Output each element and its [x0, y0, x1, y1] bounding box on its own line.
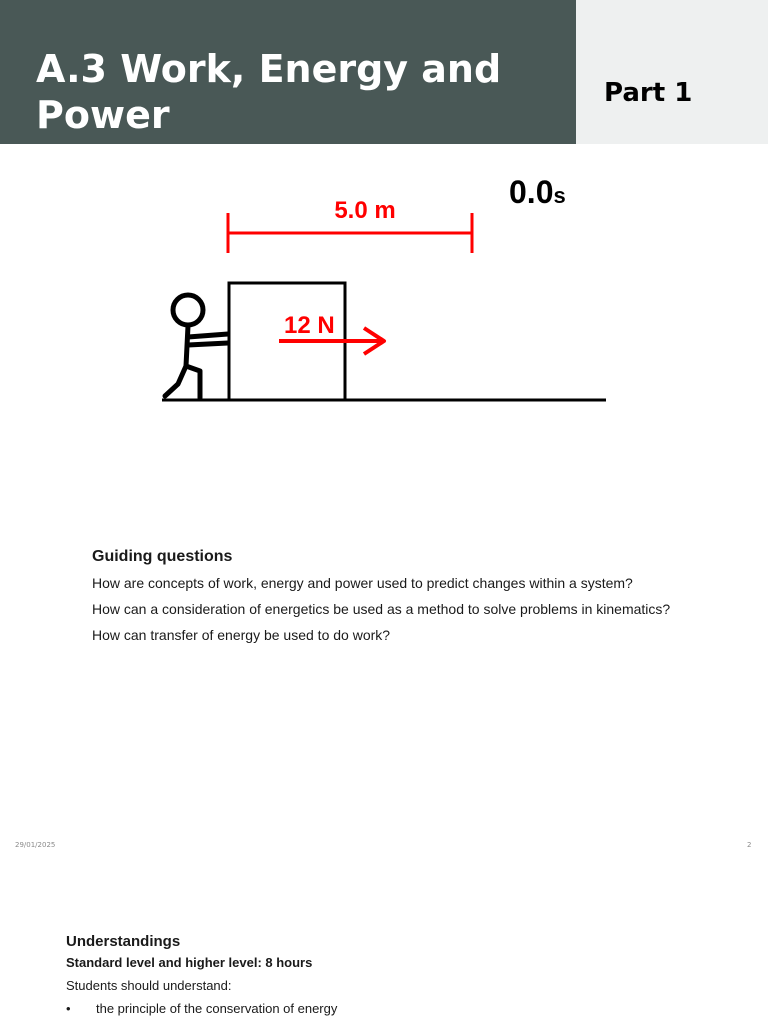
timer-number: 0.0 [509, 174, 554, 210]
timer-unit: s [553, 183, 566, 208]
list-item [66, 998, 726, 1020]
understandings-list [66, 998, 726, 1020]
slide-date: 29/01/2025 [15, 841, 56, 849]
stick-figure-icon [165, 295, 228, 398]
work-diagram [0, 144, 768, 444]
slide-number: 2 [747, 841, 752, 849]
work-diagram-svg [0, 144, 768, 444]
guiding-heading: Guiding questions [92, 548, 233, 565]
list-item-text: the principle of the conservation of energy [96, 1001, 338, 1016]
level-hours: Standard level and higher level: 8 hours [66, 955, 313, 970]
force-label: 12 N [284, 312, 335, 339]
guiding-question: How are concepts of work, energy and power used to predict changes within a system? [92, 575, 633, 591]
distance-label: 5.0 m [334, 197, 396, 224]
understandings-intro: Students should understand: [66, 978, 232, 993]
guiding-question: How can transfer of energy be used to do work? [92, 627, 391, 643]
page-title: A.3 Work, Energy and Power [36, 47, 502, 137]
bullet-icon: • [66, 1001, 71, 1016]
guiding-question: How can a consideration of energetics be used as a method to solve problems in kinematics? [92, 601, 671, 617]
understandings-heading: Understandings [66, 933, 181, 950]
understandings-section [66, 932, 726, 1020]
timer-value [509, 174, 566, 210]
part-label: Part 1 [604, 78, 693, 108]
part-panel [576, 0, 768, 144]
guiding-questions [92, 546, 732, 648]
